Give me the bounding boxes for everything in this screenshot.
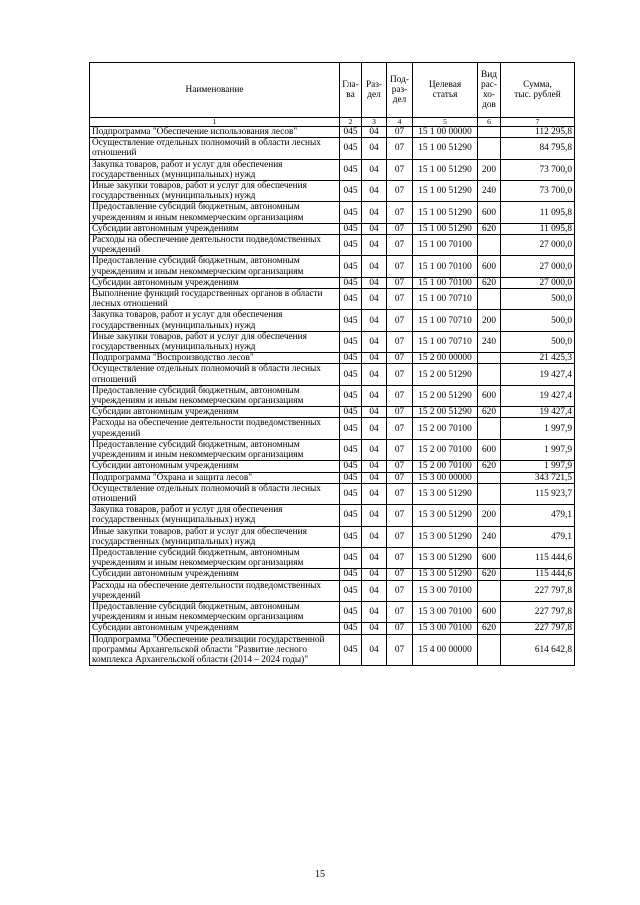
table-row bbox=[90, 353, 575, 364]
cell-target: 15 1 00 51290 bbox=[413, 181, 478, 202]
cell-name: Субсидии автономным учреждениям bbox=[90, 277, 340, 288]
page-number: 15 bbox=[315, 869, 325, 880]
cell-name: Осуществление отдельных полномочий в области лесных отношений bbox=[90, 138, 340, 159]
cell-razdel: 04 bbox=[362, 235, 387, 256]
cell-target: 15 3 00 51290 bbox=[413, 505, 478, 526]
cell-name: Выполнение функций государственных органов в области лесных отношений bbox=[90, 289, 340, 310]
cell-sum: 73 700,0 bbox=[501, 159, 575, 180]
cell-glava: 045 bbox=[340, 634, 362, 666]
cell-target: 15 1 00 70100 bbox=[413, 235, 478, 256]
cell-name: Предоставление субсидий бюджетным, автономным учреждениям и иным некоммерческим организациям bbox=[90, 547, 340, 568]
cell-target: 15 1 00 51290 bbox=[413, 202, 478, 223]
table-row bbox=[90, 277, 575, 288]
table-row bbox=[90, 526, 575, 547]
cell-podrazdel: 07 bbox=[387, 202, 413, 223]
cell-podrazdel: 07 bbox=[387, 289, 413, 310]
cell-sum: 27 000,0 bbox=[501, 235, 575, 256]
cell-razdel: 04 bbox=[362, 223, 387, 234]
cell-razdel: 04 bbox=[362, 483, 387, 504]
cell-vid: 600 bbox=[478, 547, 501, 568]
cell-sum: 21 425,3 bbox=[501, 353, 575, 364]
cell-podrazdel: 07 bbox=[387, 505, 413, 526]
cell-target: 15 4 00 00000 bbox=[413, 634, 478, 666]
cell-name: Подпрограмма "Обеспечение использования лесов" bbox=[90, 127, 340, 138]
table-row bbox=[90, 407, 575, 418]
col-header-name: Наименование bbox=[90, 63, 340, 118]
cell-glava: 045 bbox=[340, 547, 362, 568]
cell-name: Закупка товаров, работ и услуг для обеспечения государственных (муниципальных) нужд bbox=[90, 505, 340, 526]
cell-target: 15 2 00 70100 bbox=[413, 439, 478, 460]
cell-podrazdel: 07 bbox=[387, 138, 413, 159]
table-row bbox=[90, 505, 575, 526]
cell-sum: 11 095,8 bbox=[501, 223, 575, 234]
col-header-sum: Сумма, тыс. рублей bbox=[501, 63, 575, 118]
cell-target: 15 1 00 70100 bbox=[413, 256, 478, 277]
cell-target: 15 2 00 51290 bbox=[413, 364, 478, 385]
cell-vid: 200 bbox=[478, 505, 501, 526]
cell-razdel: 04 bbox=[362, 439, 387, 460]
table-row bbox=[90, 385, 575, 406]
cell-podrazdel: 07 bbox=[387, 483, 413, 504]
cell-glava: 045 bbox=[340, 418, 362, 439]
table-row bbox=[90, 235, 575, 256]
cell-sum: 115 444,6 bbox=[501, 569, 575, 580]
cell-razdel: 04 bbox=[362, 623, 387, 634]
cell-razdel: 04 bbox=[362, 159, 387, 180]
cell-glava: 045 bbox=[340, 331, 362, 352]
cell-target: 15 1 00 51290 bbox=[413, 223, 478, 234]
col-header-target: Целевая статья bbox=[413, 63, 478, 118]
cell-vid: 600 bbox=[478, 256, 501, 277]
cell-razdel: 04 bbox=[362, 461, 387, 472]
cell-podrazdel: 07 bbox=[387, 623, 413, 634]
cell-razdel: 04 bbox=[362, 569, 387, 580]
cell-target: 15 1 00 00000 bbox=[413, 127, 478, 138]
cell-vid: 600 bbox=[478, 385, 501, 406]
cell-name: Расходы на обеспечение деятельности подведомственных учреждений bbox=[90, 418, 340, 439]
cell-target: 15 3 00 70100 bbox=[413, 580, 478, 601]
cell-name: Предоставление субсидий бюджетным, автономным учреждениям и иным некоммерческим организациям bbox=[90, 439, 340, 460]
cell-vid bbox=[478, 364, 501, 385]
cell-glava: 045 bbox=[340, 310, 362, 331]
table-row bbox=[90, 202, 575, 223]
cell-sum: 1 997,9 bbox=[501, 439, 575, 460]
cell-podrazdel: 07 bbox=[387, 407, 413, 418]
cell-vid: 240 bbox=[478, 526, 501, 547]
cell-razdel: 04 bbox=[362, 289, 387, 310]
cell-podrazdel: 07 bbox=[387, 461, 413, 472]
col-header-vid: Вид рас- хо- дов bbox=[478, 63, 501, 118]
cell-target: 15 2 00 51290 bbox=[413, 385, 478, 406]
cell-name: Иные закупки товаров, работ и услуг для обеспечения государственных (муниципальных) нужд bbox=[90, 181, 340, 202]
table-row bbox=[90, 472, 575, 483]
table-row bbox=[90, 623, 575, 634]
cell-target: 15 2 00 70100 bbox=[413, 418, 478, 439]
cell-name: Субсидии автономным учреждениям bbox=[90, 407, 340, 418]
cell-target: 15 3 00 51290 bbox=[413, 526, 478, 547]
col-number: 5 bbox=[413, 118, 478, 127]
cell-podrazdel: 07 bbox=[387, 418, 413, 439]
table-row bbox=[90, 634, 575, 666]
cell-target: 15 2 00 70100 bbox=[413, 461, 478, 472]
cell-podrazdel: 07 bbox=[387, 331, 413, 352]
cell-podrazdel: 07 bbox=[387, 634, 413, 666]
cell-glava: 045 bbox=[340, 138, 362, 159]
cell-podrazdel: 07 bbox=[387, 364, 413, 385]
table-row bbox=[90, 461, 575, 472]
cell-razdel: 04 bbox=[362, 407, 387, 418]
cell-target: 15 3 00 51290 bbox=[413, 547, 478, 568]
table-row bbox=[90, 569, 575, 580]
cell-podrazdel: 07 bbox=[387, 439, 413, 460]
budget-table bbox=[89, 62, 575, 666]
table-row bbox=[90, 138, 575, 159]
cell-target: 15 3 00 51290 bbox=[413, 569, 478, 580]
cell-vid: 620 bbox=[478, 407, 501, 418]
cell-glava: 045 bbox=[340, 569, 362, 580]
cell-glava: 045 bbox=[340, 159, 362, 180]
cell-vid bbox=[478, 418, 501, 439]
col-number: 7 bbox=[501, 118, 575, 127]
cell-razdel: 04 bbox=[362, 472, 387, 483]
cell-sum: 500,0 bbox=[501, 310, 575, 331]
cell-name: Иные закупки товаров, работ и услуг для обеспечения государственных (муниципальных) нужд bbox=[90, 526, 340, 547]
cell-podrazdel: 07 bbox=[387, 472, 413, 483]
cell-name: Осуществление отдельных полномочий в области лесных отношений bbox=[90, 364, 340, 385]
cell-glava: 045 bbox=[340, 472, 362, 483]
cell-name: Подпрограмма "Охрана и защита лесов" bbox=[90, 472, 340, 483]
cell-target: 15 1 00 51290 bbox=[413, 159, 478, 180]
cell-razdel: 04 bbox=[362, 127, 387, 138]
cell-target: 15 1 00 70100 bbox=[413, 277, 478, 288]
cell-razdel: 04 bbox=[362, 601, 387, 622]
cell-razdel: 04 bbox=[362, 580, 387, 601]
cell-podrazdel: 07 bbox=[387, 385, 413, 406]
cell-target: 15 1 00 70710 bbox=[413, 331, 478, 352]
table-row bbox=[90, 418, 575, 439]
cell-vid bbox=[478, 353, 501, 364]
cell-sum: 115 444,6 bbox=[501, 547, 575, 568]
table-row bbox=[90, 127, 575, 138]
cell-glava: 045 bbox=[340, 580, 362, 601]
cell-razdel: 04 bbox=[362, 181, 387, 202]
cell-vid: 620 bbox=[478, 569, 501, 580]
cell-vid: 620 bbox=[478, 223, 501, 234]
cell-razdel: 04 bbox=[362, 385, 387, 406]
cell-sum: 479,1 bbox=[501, 505, 575, 526]
cell-podrazdel: 07 bbox=[387, 235, 413, 256]
cell-razdel: 04 bbox=[362, 364, 387, 385]
cell-razdel: 04 bbox=[362, 353, 387, 364]
cell-glava: 045 bbox=[340, 181, 362, 202]
cell-sum: 614 642,8 bbox=[501, 634, 575, 666]
cell-sum: 112 295,8 bbox=[501, 127, 575, 138]
cell-razdel: 04 bbox=[362, 256, 387, 277]
cell-vid: 620 bbox=[478, 623, 501, 634]
cell-name: Подпрограмма "Воспроизводство лесов" bbox=[90, 353, 340, 364]
cell-name: Закупка товаров, работ и услуг для обеспечения государственных (муниципальных) нужд bbox=[90, 310, 340, 331]
cell-vid: 620 bbox=[478, 277, 501, 288]
cell-razdel: 04 bbox=[362, 505, 387, 526]
cell-glava: 045 bbox=[340, 277, 362, 288]
cell-glava: 045 bbox=[340, 505, 362, 526]
cell-glava: 045 bbox=[340, 439, 362, 460]
cell-target: 15 3 00 70100 bbox=[413, 601, 478, 622]
cell-vid: 600 bbox=[478, 439, 501, 460]
cell-name: Подпрограмма "Обеспечение реализации государственной программы Архангельской области "Развитие лесного комплекса Архангельской области (2014 – 2024 годы)" bbox=[90, 634, 340, 666]
cell-sum: 84 795,8 bbox=[501, 138, 575, 159]
cell-target: 15 3 00 51290 bbox=[413, 483, 478, 504]
cell-vid bbox=[478, 483, 501, 504]
cell-sum: 227 797,8 bbox=[501, 623, 575, 634]
cell-sum: 27 000,0 bbox=[501, 277, 575, 288]
cell-sum: 19 427,4 bbox=[501, 407, 575, 418]
col-number: 2 bbox=[340, 118, 362, 127]
cell-podrazdel: 07 bbox=[387, 159, 413, 180]
cell-vid: 240 bbox=[478, 181, 501, 202]
cell-name: Осуществление отдельных полномочий в области лесных отношений bbox=[90, 483, 340, 504]
cell-podrazdel: 07 bbox=[387, 181, 413, 202]
cell-name: Закупка товаров, работ и услуг для обеспечения государственных (муниципальных) нужд bbox=[90, 159, 340, 180]
cell-vid bbox=[478, 138, 501, 159]
cell-glava: 045 bbox=[340, 526, 362, 547]
cell-razdel: 04 bbox=[362, 634, 387, 666]
cell-sum: 27 000,0 bbox=[501, 256, 575, 277]
cell-podrazdel: 07 bbox=[387, 353, 413, 364]
cell-sum: 19 427,4 bbox=[501, 385, 575, 406]
cell-sum: 343 721,5 bbox=[501, 472, 575, 483]
cell-podrazdel: 07 bbox=[387, 256, 413, 277]
cell-podrazdel: 07 bbox=[387, 601, 413, 622]
col-number: 4 bbox=[387, 118, 413, 127]
cell-glava: 045 bbox=[340, 483, 362, 504]
cell-glava: 045 bbox=[340, 289, 362, 310]
table-row bbox=[90, 439, 575, 460]
cell-target: 15 3 00 00000 bbox=[413, 472, 478, 483]
cell-name: Предоставление субсидий бюджетным, автономным учреждениям и иным некоммерческим организациям bbox=[90, 385, 340, 406]
cell-sum: 19 427,4 bbox=[501, 364, 575, 385]
table-row bbox=[90, 181, 575, 202]
cell-razdel: 04 bbox=[362, 418, 387, 439]
col-number: 6 bbox=[478, 118, 501, 127]
cell-vid: 600 bbox=[478, 601, 501, 622]
cell-target: 15 1 00 51290 bbox=[413, 138, 478, 159]
cell-name: Предоставление субсидий бюджетным, автономным учреждениям и иным некоммерческим организациям bbox=[90, 256, 340, 277]
cell-vid bbox=[478, 235, 501, 256]
cell-vid bbox=[478, 634, 501, 666]
cell-target: 15 2 00 00000 bbox=[413, 353, 478, 364]
cell-razdel: 04 bbox=[362, 526, 387, 547]
cell-glava: 045 bbox=[340, 256, 362, 277]
cell-sum: 1 997,9 bbox=[501, 418, 575, 439]
cell-sum: 115 923,7 bbox=[501, 483, 575, 504]
table-row bbox=[90, 580, 575, 601]
table-row bbox=[90, 483, 575, 504]
cell-name: Предоставление субсидий бюджетным, автономным учреждениям и иным некоммерческим организациям bbox=[90, 601, 340, 622]
cell-glava: 045 bbox=[340, 223, 362, 234]
cell-vid: 240 bbox=[478, 331, 501, 352]
cell-razdel: 04 bbox=[362, 277, 387, 288]
cell-sum: 227 797,8 bbox=[501, 580, 575, 601]
cell-glava: 045 bbox=[340, 235, 362, 256]
cell-glava: 045 bbox=[340, 601, 362, 622]
cell-razdel: 04 bbox=[362, 310, 387, 331]
cell-sum: 11 095,8 bbox=[501, 202, 575, 223]
cell-vid bbox=[478, 472, 501, 483]
cell-sum: 1 997,9 bbox=[501, 461, 575, 472]
cell-podrazdel: 07 bbox=[387, 580, 413, 601]
cell-target: 15 3 00 70100 bbox=[413, 623, 478, 634]
cell-glava: 045 bbox=[340, 127, 362, 138]
cell-glava: 045 bbox=[340, 407, 362, 418]
cell-podrazdel: 07 bbox=[387, 127, 413, 138]
cell-glava: 045 bbox=[340, 202, 362, 223]
col-number: 1 bbox=[90, 118, 340, 127]
cell-sum: 73 700,0 bbox=[501, 181, 575, 202]
cell-name: Расходы на обеспечение деятельности подведомственных учреждений bbox=[90, 235, 340, 256]
table-row bbox=[90, 289, 575, 310]
cell-podrazdel: 07 bbox=[387, 223, 413, 234]
cell-podrazdel: 07 bbox=[387, 526, 413, 547]
cell-glava: 045 bbox=[340, 461, 362, 472]
cell-vid: 200 bbox=[478, 310, 501, 331]
cell-glava: 045 bbox=[340, 364, 362, 385]
cell-sum: 479,1 bbox=[501, 526, 575, 547]
cell-glava: 045 bbox=[340, 623, 362, 634]
table-row bbox=[90, 547, 575, 568]
header-row bbox=[90, 63, 575, 118]
cell-razdel: 04 bbox=[362, 202, 387, 223]
col-header-razdel: Раз- дел bbox=[362, 63, 387, 118]
cell-name: Расходы на обеспечение деятельности подведомственных учреждений bbox=[90, 580, 340, 601]
cell-vid: 620 bbox=[478, 461, 501, 472]
cell-glava: 045 bbox=[340, 353, 362, 364]
cell-target: 15 1 00 70710 bbox=[413, 310, 478, 331]
cell-sum: 500,0 bbox=[501, 289, 575, 310]
cell-name: Субсидии автономным учреждениям bbox=[90, 461, 340, 472]
cell-glava: 045 bbox=[340, 385, 362, 406]
cell-sum: 500,0 bbox=[501, 331, 575, 352]
col-header-glava: Гла- ва bbox=[340, 63, 362, 118]
cell-target: 15 2 00 51290 bbox=[413, 407, 478, 418]
table-body bbox=[90, 127, 575, 666]
cell-razdel: 04 bbox=[362, 138, 387, 159]
cell-podrazdel: 07 bbox=[387, 569, 413, 580]
column-number-row bbox=[90, 118, 575, 127]
cell-podrazdel: 07 bbox=[387, 547, 413, 568]
table-row bbox=[90, 223, 575, 234]
table-row bbox=[90, 364, 575, 385]
table-row bbox=[90, 331, 575, 352]
table-row bbox=[90, 256, 575, 277]
cell-vid: 200 bbox=[478, 159, 501, 180]
cell-vid bbox=[478, 580, 501, 601]
cell-target: 15 1 00 70710 bbox=[413, 289, 478, 310]
table-row bbox=[90, 310, 575, 331]
col-number: 3 bbox=[362, 118, 387, 127]
cell-vid bbox=[478, 289, 501, 310]
col-header-podrazdel: Под- раз- дел bbox=[387, 63, 413, 118]
cell-name: Предоставление субсидий бюджетным, автономным учреждениям и иным некоммерческим организациям bbox=[90, 202, 340, 223]
cell-razdel: 04 bbox=[362, 547, 387, 568]
cell-razdel: 04 bbox=[362, 331, 387, 352]
cell-sum: 227 797,8 bbox=[501, 601, 575, 622]
table-row bbox=[90, 159, 575, 180]
cell-podrazdel: 07 bbox=[387, 310, 413, 331]
cell-name: Иные закупки товаров, работ и услуг для обеспечения государственных (муниципальных) нужд bbox=[90, 331, 340, 352]
cell-podrazdel: 07 bbox=[387, 277, 413, 288]
cell-name: Субсидии автономным учреждениям bbox=[90, 223, 340, 234]
cell-vid bbox=[478, 127, 501, 138]
table-row bbox=[90, 601, 575, 622]
cell-name: Субсидии автономным учреждениям bbox=[90, 623, 340, 634]
cell-name: Субсидии автономным учреждениям bbox=[90, 569, 340, 580]
cell-vid: 600 bbox=[478, 202, 501, 223]
